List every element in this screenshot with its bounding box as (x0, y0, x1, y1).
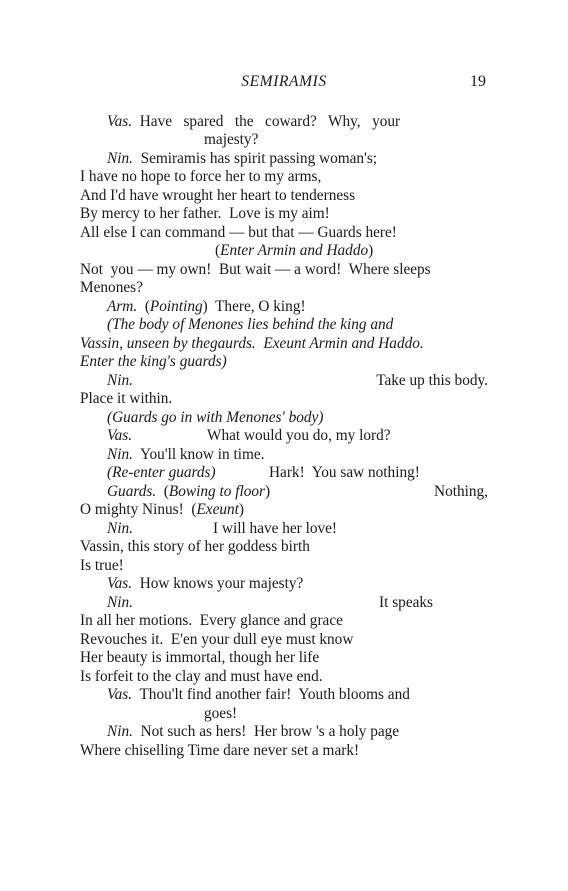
text-line (107, 593, 133, 612)
text: Take up this body. (376, 372, 488, 389)
text: ) (368, 242, 374, 259)
text: ( (215, 242, 221, 259)
text-line (80, 352, 227, 371)
italic-text: Nin. (107, 372, 133, 389)
page-number: 19 (470, 73, 486, 90)
text: Her beauty is immortal, though her life (80, 649, 320, 666)
text-line (215, 241, 373, 260)
text: Place it within. (80, 390, 173, 407)
italic-text: (Guards go in with Menones' body) (107, 409, 324, 426)
text-line (80, 630, 353, 649)
text: Vassin, this story of her goddess birth (80, 538, 310, 555)
text-line (107, 519, 133, 538)
italic-text: Vas. (107, 427, 133, 444)
text-line (207, 426, 391, 445)
text-line (80, 167, 321, 186)
text-line (80, 223, 397, 242)
text-line (80, 278, 143, 297)
text-line (107, 463, 216, 482)
text: majesty? (204, 131, 259, 148)
text: Have spared the coward? Why, your (132, 113, 401, 130)
text-line (107, 685, 410, 704)
text: Nothing, (434, 483, 488, 500)
italic-text: Nin. (107, 594, 133, 611)
text: And I'd have wrought her heart to tenderness (80, 187, 356, 204)
text-line (107, 426, 132, 445)
text-line (434, 482, 488, 501)
text-line (107, 408, 323, 427)
text: O mighty Ninus! ( (80, 501, 197, 518)
italic-text: Vas. (107, 686, 133, 703)
italic-text: Vassin, unseen by thegaurds. Exeunt Armin and Haddo. (80, 335, 424, 352)
text-line (80, 186, 355, 205)
italic-text: Pointing (149, 298, 203, 315)
text-line (107, 722, 399, 741)
italic-text: Nin. (107, 723, 133, 740)
text: Not such as hers! Her brow 's a holy page (132, 723, 400, 740)
italic-text: Nin. (107, 150, 133, 167)
text-line (213, 519, 337, 538)
text-line (379, 593, 433, 612)
text: ( (156, 483, 169, 500)
text: All else I can command — but that — Guards here! (80, 224, 397, 241)
text: goes! (204, 705, 238, 722)
text: By mercy to her father. Love is my aim! (80, 205, 330, 222)
text-line (80, 611, 343, 630)
text: I have no hope to force her to my arms, (80, 168, 322, 185)
text-line (80, 204, 330, 223)
text: I will have her love! (213, 520, 338, 537)
text: Is true! (80, 557, 124, 574)
italic-text: Vas. (107, 575, 133, 592)
text: In all her motions. Every glance and grace (80, 612, 343, 629)
text-line (376, 371, 488, 390)
text-line (80, 260, 431, 279)
text: You'll know in time. (132, 446, 265, 463)
text-line (107, 149, 377, 168)
text: ) (238, 501, 245, 518)
italic-text: (The body of Menones lies behind the king and (107, 316, 394, 333)
text-line (107, 371, 133, 390)
italic-text: Arm. (107, 298, 138, 315)
italic-text: (Re-enter guards) (107, 464, 216, 481)
text: How knows your majesty? (132, 575, 304, 592)
text: Menones? (80, 279, 143, 296)
text: ) (264, 483, 271, 500)
text-line (204, 704, 237, 723)
text-line (80, 648, 319, 667)
text-line (204, 130, 258, 149)
text: What would you do, my lord? (207, 427, 391, 444)
italic-text: Exeunt (196, 501, 239, 518)
text-line (80, 556, 124, 575)
italic-text: Vas. (107, 113, 133, 130)
text: Where chiselling Time dare never set a mark! (80, 742, 360, 759)
text-line (80, 667, 323, 686)
text-line (80, 500, 244, 519)
text-line (107, 297, 306, 316)
text-line (80, 741, 359, 760)
italic-text: Nin. (107, 446, 133, 463)
text: Hark! You saw nothing! (269, 464, 420, 481)
italic-text: Enter Armin and Haddo (220, 242, 369, 259)
text-line (269, 463, 420, 482)
running-title: SEMIRAMIS (241, 73, 327, 90)
text-line (80, 334, 424, 353)
text-line (107, 574, 303, 593)
text-line (80, 389, 172, 408)
text: ) There, O king! (202, 298, 306, 315)
italic-text: Enter the king's guards) (80, 353, 227, 370)
italic-text: Guards. (107, 483, 157, 500)
italic-text: Nin. (107, 520, 133, 537)
text-line (80, 537, 310, 556)
text: Thou'lt find another fair! Youth blooms and (132, 686, 410, 703)
text-line (107, 315, 393, 334)
text: Is forfeit to the clay and must have end. (80, 668, 323, 685)
text: Revouches it. E'en your dull eye must know (80, 631, 354, 648)
text-line (107, 482, 270, 501)
text: ( (137, 298, 150, 315)
text-line (107, 112, 400, 131)
text: It speaks (379, 594, 433, 611)
text: Semiramis has spirit passing woman's; (132, 150, 378, 167)
text: Not you — my own! But wait — a word! Where sleeps (80, 261, 431, 278)
text-line (107, 445, 264, 464)
italic-text: Bowing to floor (168, 483, 265, 500)
